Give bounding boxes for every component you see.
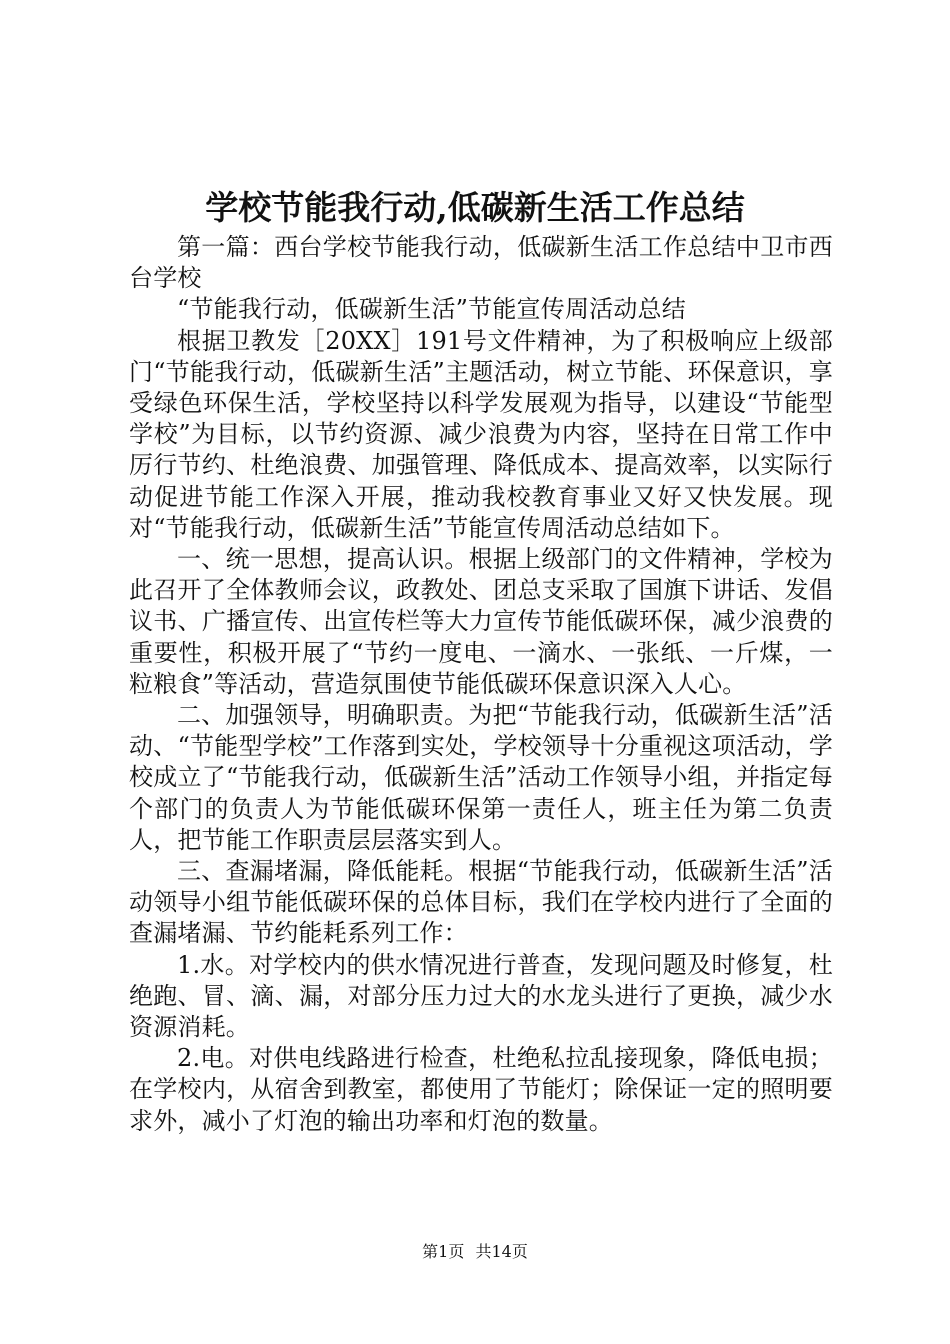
paragraph-section-1: 一、统一思想，提高认识。根据上级部门的文件精神，学校为此召开了全体教师会议，政教处、团总支采取了国旗下讲话、发倡议书、广播宣传、出宣传栏等大力宣传节能低碳环保，减少浪费的重要性，积极开展了“节约一度电、一滴水、一张纸、一斤煤，一粒粮食”等活动，营造氛围使节能低碳环保意识深入人心。 xyxy=(129,545,833,698)
paragraph-section-3: 三、查漏堵漏，降低能耗。根据“节能我行动，低碳新生活”活动领导小组节能低碳环保的总体目标，我们在学校内进行了全面的查漏堵漏、节约能耗系列工作： xyxy=(129,857,833,948)
paragraph-item-water: 1.水。对学校内的供水情况进行普查，发现问题及时修复，杜绝跑、冒、滴、漏，对部分压力过大的水龙头进行了更换，减少水资源消耗。 xyxy=(129,950,833,1042)
paragraph-intro: 根据卫教发［20XX］191号文件精神，为了积极响应上级部门“节能我行动，低碳新生活”主题活动，树立节能、环保意识，享受绿色环保生活，学校坚持以科学发展观为指导，以建设“节能型学校”为目标，以节约资源、减少浪费为内容，坚持在日常工作中厉行节约、杜绝浪费、加强管理、降低成本、提高效率，以实际行动促进节能工作深入开展，推动我校教育事业又好又快发展。现对“节能我行动，低碳新生活”节能宣传周活动总结如下。 xyxy=(129,326,833,542)
page-total: 共14页 xyxy=(475,1242,528,1261)
paragraph-heading: 第一篇：西台学校节能我行动，低碳新生活工作总结中卫市西台学校 xyxy=(129,233,833,293)
page-number: 第1页 xyxy=(422,1242,465,1261)
paragraph-item-electricity: 2.电。对供电线路进行检查，杜绝私拉乱接现象，降低电损；在学校内，从宿舍到教室，都使用了节能灯；除保证一定的照明要求外，减小了灯泡的输出功率和灯泡的数量。 xyxy=(129,1044,833,1135)
document-body xyxy=(129,232,833,1137)
document-title: 学校节能我行动,低碳新生活工作总结 xyxy=(205,188,745,227)
paragraph-section-2: 二、加强领导，明确职责。为把“节能我行动，低碳新生活”活动、“节能型学校”工作落到实处，学校领导十分重视这项活动，学校成立了“节能我行动，低碳新生活”活动工作领导小组，并指定每个部门的负责人为节能低碳环保第一责任人，班主任为第二负责人，把节能工作职责层层落实到人。 xyxy=(129,701,833,854)
page-footer xyxy=(0,1241,950,1263)
paragraph-subtitle: “节能我行动，低碳新生活”节能宣传周活动总结 xyxy=(177,295,686,324)
